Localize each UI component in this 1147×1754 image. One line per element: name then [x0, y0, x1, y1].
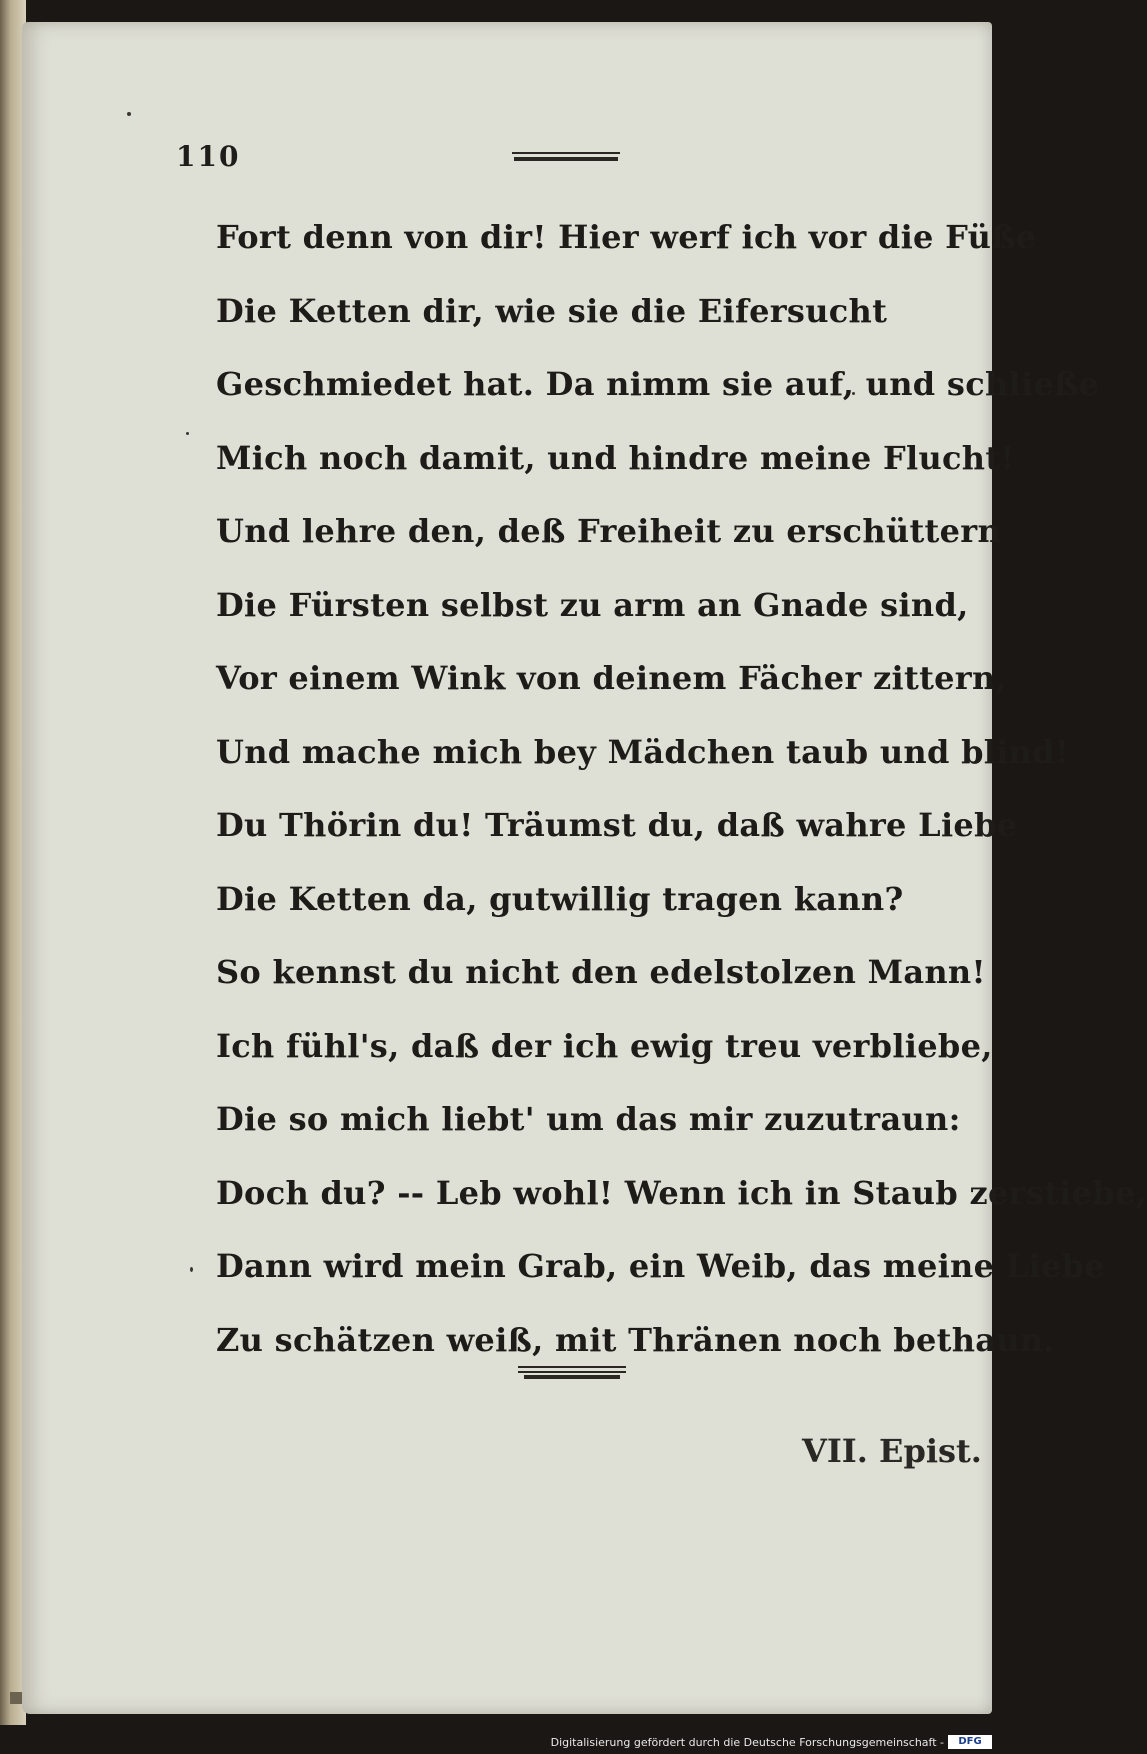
poem-text: [216, 212, 1147, 1388]
header-ornament-rule: [512, 152, 620, 162]
closing-ornament-rule: [518, 1366, 626, 1380]
poem-line: Geschmiedet hat. Da nimm sie auf, und schließe: [216, 365, 1100, 403]
poem-line: Die Ketten da, gutwillig tragen kann?: [216, 879, 904, 918]
poem-line: Und mache mich bey Mädchen taub und blind!: [216, 732, 1070, 771]
dfg-logo: DFG: [948, 1735, 992, 1749]
poem-line: Die Fürsten selbst zu arm an Gnade sind,: [216, 585, 969, 624]
ink-speck: [127, 112, 131, 116]
poem-line: Die Ketten dir, wie sie die Eifersucht: [216, 291, 888, 330]
poem-line: Fort denn von dir! Hier werf ich vor die Füße: [216, 218, 1037, 256]
poem-line: Doch du? -- Leb wohl! Wenn ich in Staub zerstiebe,: [216, 1173, 1147, 1212]
poem-line: Zu schätzen weiß, mit Thränen noch bethaun.: [216, 1320, 1055, 1359]
poem-line: Du Thörin du! Träumst du, daß wahre Liebe: [216, 806, 1018, 844]
poem-line: Dann wird mein Grab, ein Weib, das meine Liebe: [216, 1247, 1105, 1285]
poem-line: So kennst du nicht den edelstolzen Mann!: [216, 953, 986, 991]
poem-line: Mich noch damit, und hindre meine Flucht!: [216, 438, 1015, 477]
poem-line: Ich fühl's, daß der ich ewig treu verbliebe,: [216, 1026, 993, 1065]
poem-line: Vor einem Wink von deinem Fächer zittern,: [216, 659, 1007, 697]
ink-speck: [190, 1267, 193, 1272]
page-number: 110: [176, 140, 241, 173]
digitization-credit: Digitalisierung gefördert durch die Deutsche Forschungsgemeinschaft -: [550, 1736, 944, 1749]
catchword: VII. Epist.: [802, 1432, 982, 1470]
ink-speck: [186, 432, 189, 435]
page-header: [176, 140, 876, 180]
poem-line: Die so mich liebt' um das mir zuzutraun:: [216, 1100, 961, 1138]
poem-line: Und lehre den, deß Freiheit zu erschüttern: [216, 512, 1002, 550]
